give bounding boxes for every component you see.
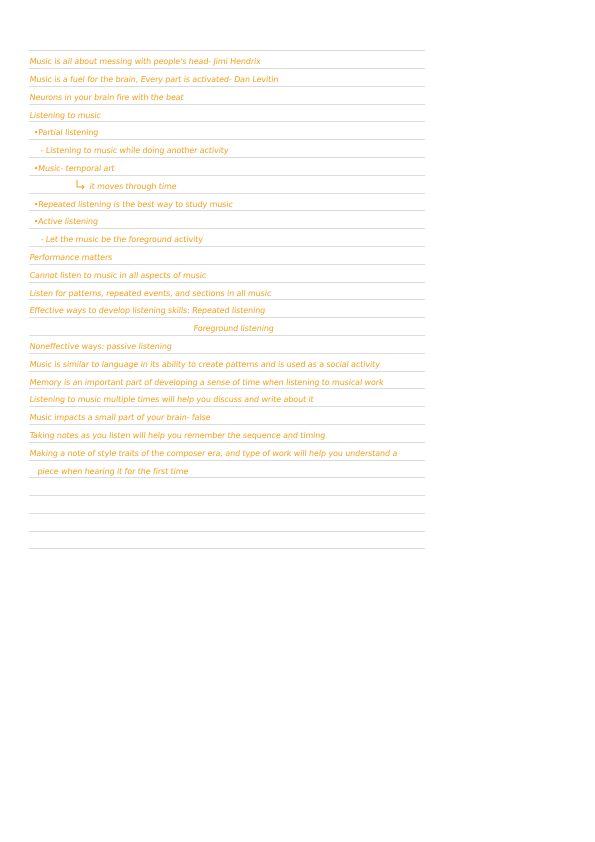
ruled-line <box>29 531 425 532</box>
ruled-line <box>29 121 425 122</box>
ruled-line <box>29 50 425 51</box>
ruled-line <box>29 548 425 549</box>
ruled-line <box>29 495 425 496</box>
note-line: Taking notes as you listen will help you remember the sequence and timing <box>29 431 326 440</box>
ruled-line <box>29 371 425 372</box>
note-line: Performance matters <box>29 253 113 262</box>
note-line: Cannot listen to music in all aspects of music <box>29 271 207 280</box>
ruled-line <box>29 282 425 283</box>
note-line: •Music- temporal art <box>33 164 116 173</box>
ruled-line <box>29 335 425 336</box>
note-line: piece when hearing it for the first time <box>37 467 189 476</box>
note-line: Effective ways to develop listening skills: Repeated listening <box>29 306 266 315</box>
note-line: Music is all about messing with people's head- Jimi Hendrix <box>29 57 262 66</box>
ruled-line <box>29 193 425 194</box>
ruled-line <box>29 264 425 265</box>
note-line: Listening to music multiple times will help you discuss and write about it <box>29 395 315 404</box>
note-line: Noneffective ways: passive listening <box>29 342 173 351</box>
note-line: Foreground listening <box>193 324 275 333</box>
note-line: •Active listening <box>33 217 99 226</box>
ruled-line <box>29 353 425 354</box>
ruled-line <box>29 442 425 443</box>
ruled-line <box>29 388 425 389</box>
ruled-line <box>29 246 425 247</box>
ruled-line <box>29 513 425 514</box>
ruled-line <box>29 228 425 229</box>
ruled-line <box>29 86 425 87</box>
arrow-icon <box>76 180 86 190</box>
ruled-line <box>29 104 425 105</box>
note-line: - Listening to music while doing another activity <box>40 146 229 155</box>
note-line: •Partial listening <box>33 128 99 137</box>
ruled-line <box>29 68 425 69</box>
note-line: Music is a fuel for the brain, Every part is activated- Dan Levitin <box>29 75 279 84</box>
ruled-line <box>29 210 425 211</box>
ruled-line <box>29 317 425 318</box>
note-line: Listen for patterns, repeated events, and sections in all music <box>29 289 272 298</box>
note-line: Neurons in your brain fire with the beat <box>29 93 185 102</box>
note-line: it moves through time <box>89 182 177 191</box>
ruled-line <box>29 175 425 176</box>
ruled-line <box>29 406 425 407</box>
note-line: Music impacts a small part of your brain- false <box>29 413 211 422</box>
ruled-line <box>29 139 425 140</box>
ruled-line <box>29 157 425 158</box>
ruled-line <box>29 460 425 461</box>
note-line: •Repeated listening is the best way to study music <box>33 200 234 209</box>
note-line: - Let the music be the foreground activity <box>40 235 204 244</box>
note-line: Music is similar to language in its ability to create patterns and is used as a social activity <box>29 360 381 369</box>
ruled-line <box>29 477 425 478</box>
ruled-line <box>29 424 425 425</box>
note-line: Making a note of style traits of the composer era, and type of work will help you understand a <box>29 449 398 458</box>
note-line: Listening to music <box>29 111 102 120</box>
ruled-line <box>29 299 425 300</box>
note-line: Memory is an important part of developing a sense of time when listening to musical work <box>29 378 384 387</box>
